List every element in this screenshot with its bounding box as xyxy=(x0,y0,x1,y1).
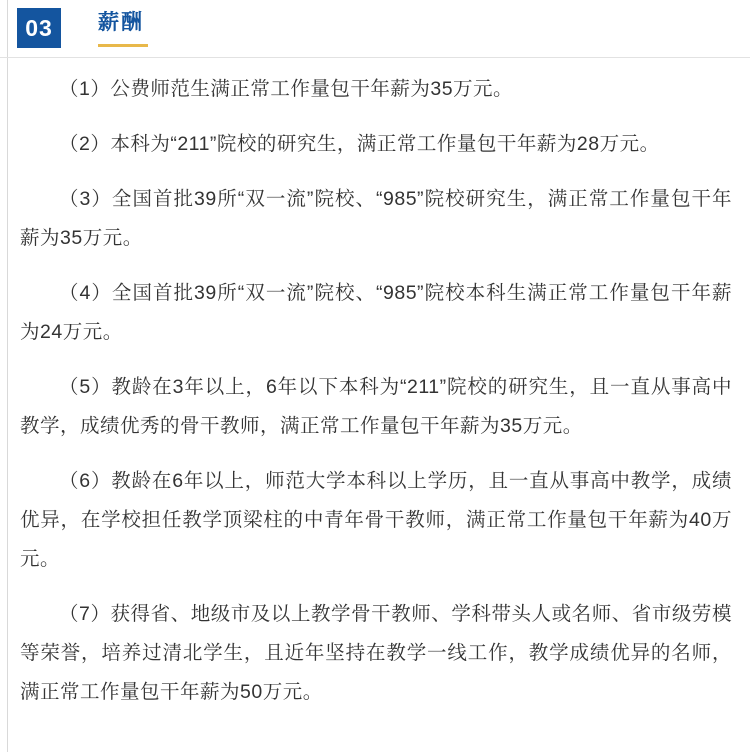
paragraph: （4）全国首批39所“双一流”院校、“985”院校本科生满正常工作量包干年薪为24万元。 xyxy=(20,282,732,343)
section-number-badge: 03 xyxy=(17,8,61,48)
paragraph: （1）公费师范生满正常工作量包干年薪为35万元。 xyxy=(59,78,514,100)
section-header xyxy=(0,0,750,58)
section-title-wrap xyxy=(98,8,148,47)
paragraph: （6）教龄在6年以上，师范大学本科以上学历，且一直从事高中教学，成绩优异，在学校担任教学顶梁柱的中青年骨干教师，满正常工作量包干年薪为40万元。 xyxy=(20,470,732,570)
section-title: 薪酬 xyxy=(98,11,144,34)
paragraph: （3）全国首批39所“双一流”院校、“985”院校研究生，满正常工作量包干年薪为35万元。 xyxy=(20,188,732,249)
paragraph: （7）获得省、地级市及以上教学骨干教师、学科带头人或名师、省市级劳模等荣誉，培养过清北学生，且近年坚持在教学一线工作，教学成绩优异的名师，满正常工作量包干年薪为50万元。 xyxy=(20,603,732,703)
title-underline xyxy=(98,44,148,47)
section-body xyxy=(0,58,750,712)
left-margin-rule xyxy=(7,0,8,752)
paragraph: （5）教龄在3年以上，6年以下本科为“211”院校的研究生，且一直从事高中教学，成绩优秀的骨干教师，满正常工作量包干年薪为35万元。 xyxy=(20,376,732,437)
paragraph: （2）本科为“211”院校的研究生，满正常工作量包干年薪为28万元。 xyxy=(59,133,660,155)
header-divider xyxy=(0,57,750,58)
